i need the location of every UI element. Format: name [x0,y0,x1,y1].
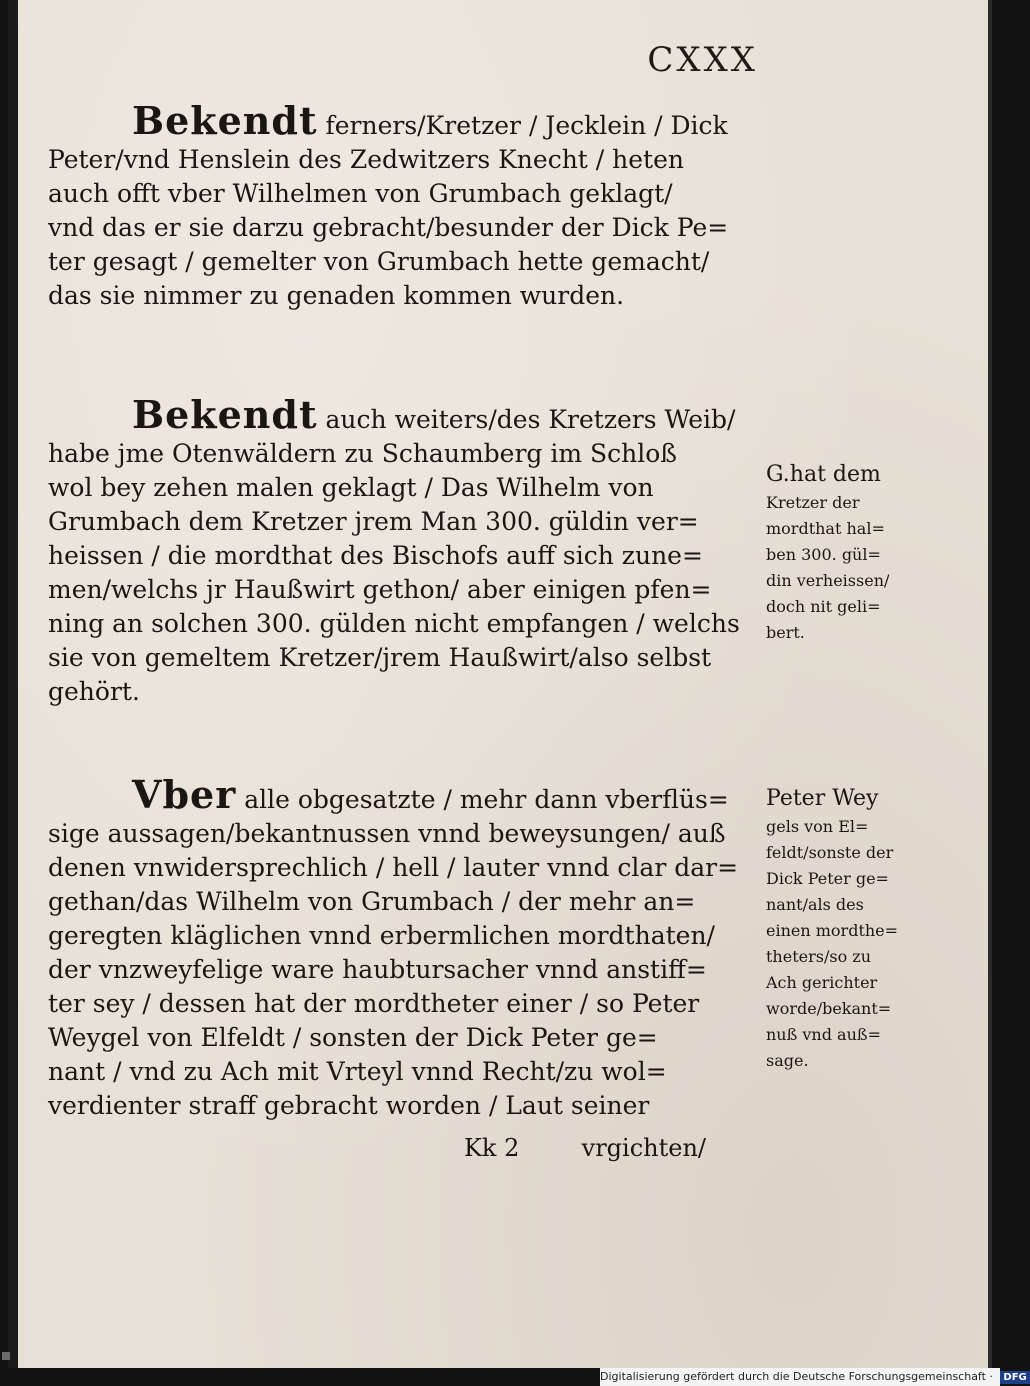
marginal-note-2 [766,784,976,1074]
line-text: ning an solchen 300. gülden nicht empfangen / welchs [48,609,740,638]
folio-number: CXXX [647,40,758,80]
line-text: habe jme Otenwäldern zu Schaumberg im Schloß [48,439,677,468]
text-line [48,98,768,143]
line-text: alle obgesatzte / mehr dann vberflüs= [236,785,729,814]
marginal-note-line: nant/als des [766,895,864,914]
line-text: verdienter straff gebracht worden / Laut seiner [48,1091,650,1120]
paragraph-3 [48,772,768,1123]
text-line [48,143,768,177]
text-line [48,1089,768,1123]
text-line [48,885,768,919]
marginal-note-line: Kretzer der [766,493,860,512]
line-text: auch weiters/des Kretzers Weib/ [317,405,736,434]
catchword: vrgichten/ [581,1134,706,1162]
paragraph-1 [48,98,768,313]
marginal-note-line: theters/so zu [766,947,872,966]
text-line [48,919,768,953]
marginal-note-line: din verheissen/ [766,571,890,590]
marginal-note-line: ben 300. gül= [766,545,881,564]
line-text: sie von gemeltem Kretzer/jrem Haußwirt/also selbst [48,643,712,672]
line-text: Peter/vnd Henslein des Zedwitzers Knecht / heten [48,145,684,174]
marginal-note-line: einen mordthe= [766,921,899,940]
text-line [48,1055,768,1089]
marginal-note-line: Peter Wey [766,786,879,811]
text-line [48,245,768,279]
marginal-note-line: doch nit geli= [766,597,881,616]
paragraph-initial-word: Vber [132,772,237,817]
text-line [48,211,768,245]
text-line [48,987,768,1021]
marginal-note-line: Ach gerichter [766,973,878,992]
marginal-note-line: mordthat hal= [766,519,885,538]
line-text: vnd das er sie darzu gebracht/besunder der Dick Pe= [48,213,729,242]
line-text: ter gesagt / gemelter von Grumbach hette gemacht/ [48,247,710,276]
text-line [48,641,768,675]
marginal-note-line: nuß vnd auß= [766,1025,881,1044]
marginal-note-1 [766,460,976,646]
scan-corner-mark [2,1352,10,1360]
marginal-note-line: bert. [766,623,805,642]
dfg-logo-icon: DFG [1000,1371,1029,1384]
text-line [48,471,768,505]
paragraph-initial-word: Bekendt [132,98,318,143]
line-text: heissen / die mordthat des Bischofs auff sich zune= [48,541,703,570]
text-line [48,953,768,987]
text-line [48,573,768,607]
line-text: nant / vnd zu Ach mit Vrteyl vnnd Recht/zu wol= [48,1057,667,1086]
signature-mark: Kk 2 [464,1134,520,1162]
line-text: der vnzweyfelige ware haubtursacher vnnd anstiff= [48,955,707,984]
page-footer [464,1134,764,1162]
text-line [48,1021,768,1055]
text-line [48,675,768,709]
marginal-note-line: worde/bekant= [766,999,892,1018]
line-text: ter sey / dessen hat der mordtheter einer / so Peter [48,989,700,1018]
line-text: auch offt vber Wilhelmen von Grumbach geklagt/ [48,179,673,208]
paragraph-initial-word: Bekendt [132,392,318,437]
text-line [48,817,768,851]
book-page [8,0,992,1368]
text-line [48,505,768,539]
marginal-note-line: G.hat dem [766,462,881,487]
line-text: men/welchs jr Haußwirt gethon/ aber einigen pfen= [48,575,712,604]
line-text: ferners/Kretzer / Jecklein / Dick [317,111,728,140]
text-line [48,279,768,313]
paragraph-2 [48,392,768,709]
text-line [48,851,768,885]
line-text: geregten kläglichen vnnd erbermlichen mordthaten/ [48,921,715,950]
line-text: Grumbach dem Kretzer jrem Man 300. güldin ver= [48,507,699,536]
line-text: sige aussagen/bekantnussen vnnd beweysungen/ auß [48,819,726,848]
marginal-note-line: feldt/sonste der [766,843,894,862]
text-line [48,772,768,817]
marginal-note-line: gels von El= [766,817,869,836]
line-text: denen vnwidersprechlich / hell / lauter vnnd clar dar= [48,853,739,882]
text-line [48,392,768,437]
line-text: Weygel von Elfeldt / sonsten der Dick Peter ge= [48,1023,658,1052]
line-text: wol bey zehen malen geklagt / Das Wilhelm von [48,473,654,502]
line-text: gehört. [48,677,140,706]
text-line [48,607,768,641]
digitization-credit [600,1368,1027,1386]
credit-text: Digitalisierung gefördert durch die Deutsche Forschungsgemeinschaft · [600,1370,993,1383]
text-line [48,437,768,471]
page-edge-shadow [988,0,992,1368]
text-line [48,539,768,573]
line-text: das sie nimmer zu genaden kommen wurden. [48,281,625,310]
marginal-note-line: sage. [766,1051,809,1070]
page-gutter-shadow [8,0,18,1368]
marginal-note-line: Dick Peter ge= [766,869,889,888]
line-text: gethan/das Wilhelm von Grumbach / der mehr an= [48,887,696,916]
text-line [48,177,768,211]
